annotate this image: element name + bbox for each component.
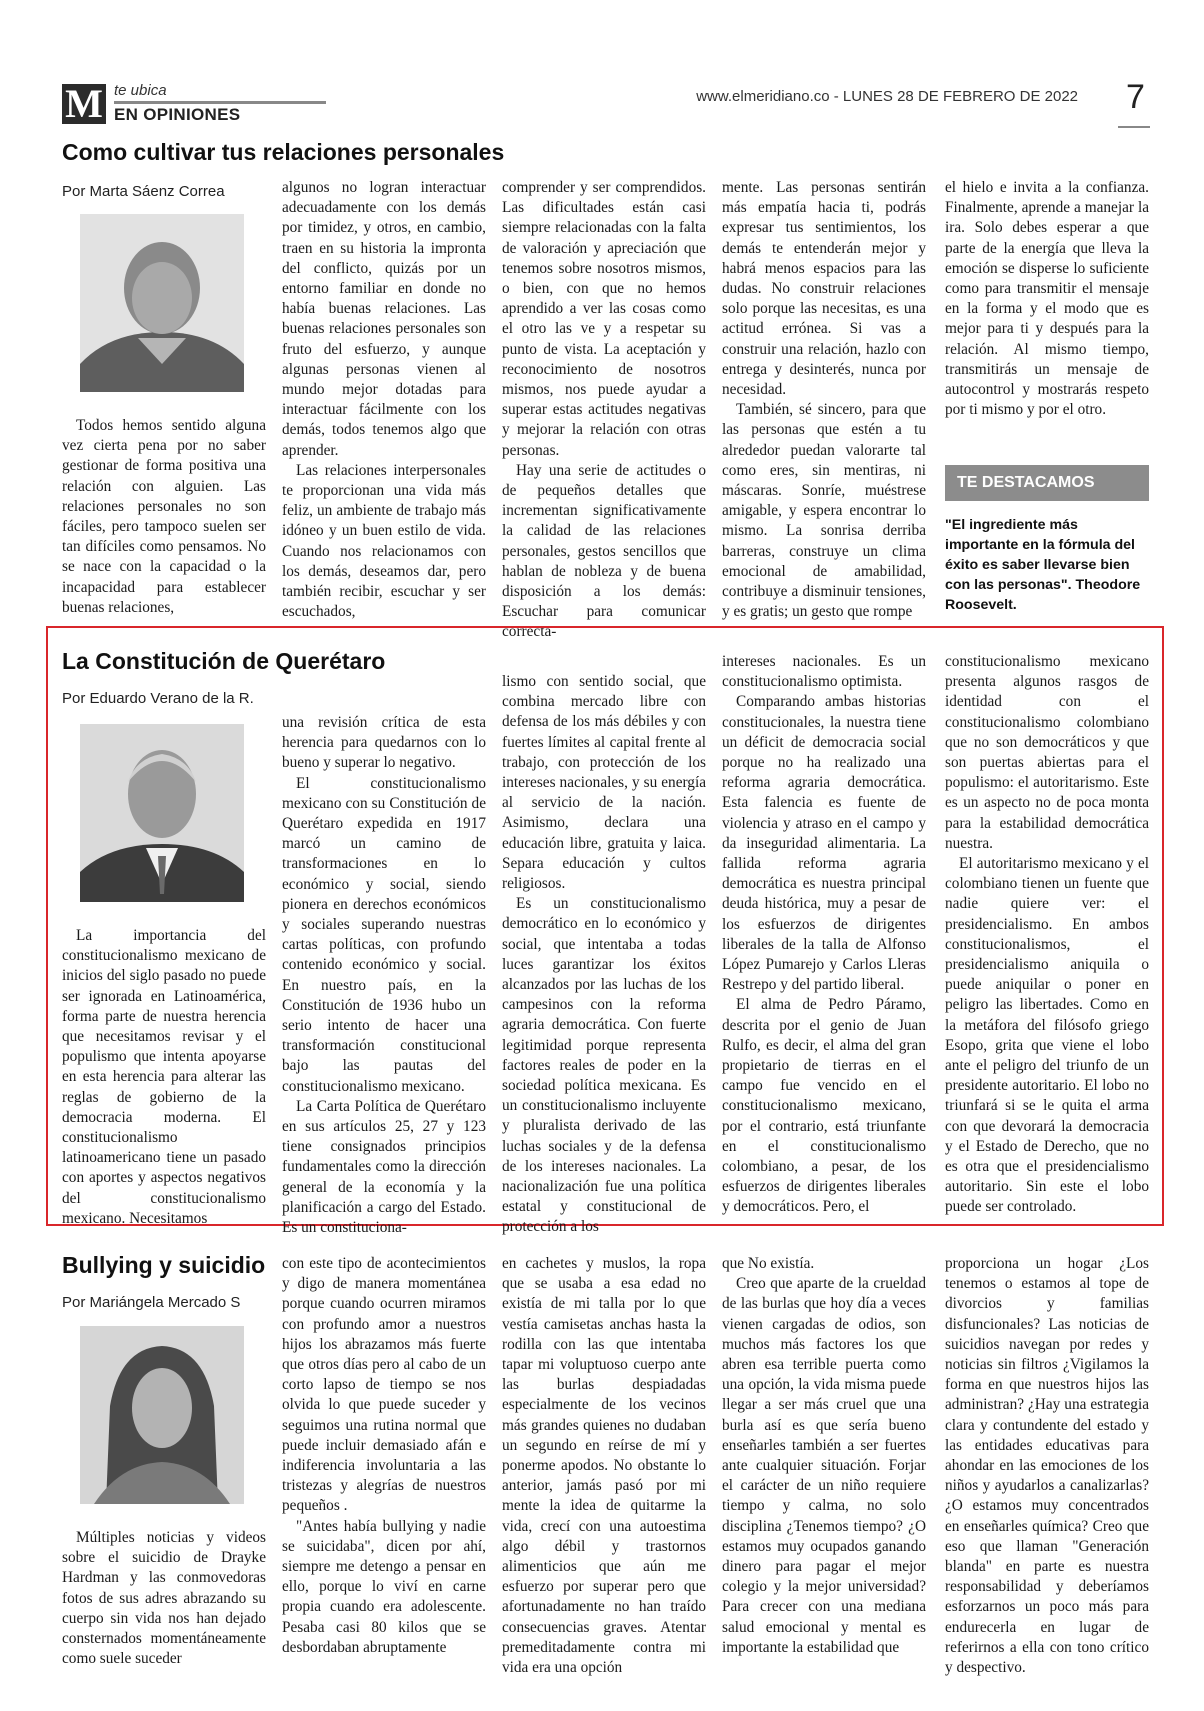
article-column (722, 178, 926, 621)
author-portrait-icon (80, 1326, 244, 1504)
highlight-box-label: TE DESTACAMOS (945, 465, 1149, 501)
paragraph: algunos no logran interactuar adecuadamente con los demás por timidez, y otros, en cambio, traen en su historia la impronta del conflicto, quizás por un entorno familiar en donde no había buenas relaciones. Las buenas relaciones personales son fruto del esfuerzo, y aunque algunas personas vienen al mundo mejor dotadas para interactuar fácilmente con los demás, todos tenemos algo que aprender. (282, 179, 486, 459)
article-column (62, 1528, 266, 1688)
tagline: te ubica (114, 82, 167, 99)
author-photo (80, 214, 244, 392)
article-column (945, 652, 1149, 1216)
paragraph: una revisión crítica de esta herencia para quedarnos con lo bueno y superar lo negativo. (282, 714, 486, 772)
paragraph: Es un constitucionalismo democrático en lo económico y social, que intentaba a todas luces garantizar los éxitos alcanzados por las luchas de los campesinos con la reforma agraria democrática. Con fuerte legitimidad porque representa factores reales de poder en la sociedad política mexicana. Es un constitucionalismo incluyente y pluralista derivado de las luchas sociales y de la defensa de los intereses nacionales. La nacionalización fue una política estatal y constitucional de protección a los (502, 895, 706, 1236)
paragraph: El alma de Pedro Páramo, descrita por el genio de Juan Rulfo, es decir, el alma del gran propietario de tierras en el campo fue vencido en el constitucionalismo mexicano, por el contrario, está triunfante en el constitucionalismo colombiano, a pesar, de los esfuerzos de dirigentes liberales y democráticos. Pero, el (722, 996, 926, 1216)
article-column (282, 178, 486, 621)
paragraph: constitucionalismo mexicano presenta algunos rasgos de identidad con el constitucionalismo colombiano que no son democráticos y que son puertas abiertas para el populismo: el autoritarismo. Este es un aspecto no de poca monta para la estabilidad democrática nuestra. (945, 653, 1149, 852)
article-column (282, 713, 486, 1237)
article-byline: Por Marta Sáenz Correa (62, 183, 225, 200)
paragraph: Múltiples noticias y videos sobre el suicidio de Drayke Hardman y las conmovedoras fotos de sus adres abrazando su cuerpo sin vida nos han dejado consternados momentáneamente como suele suceder (62, 1529, 266, 1668)
paragraph: La importancia del constitucionalismo mexicano de inicios del siglo pasado no puede ser ignorada en Latinoamérica, forma parte de nuestra herencia que necesitamos revisar y el populismo que intenta apoyarse en esta herencia para alterar las reglas de gobierno de la democracia moderna. El constitucionalismo latinoamericano tiene un pasado con aportes y aspectos negativos del constitucionalismo mexicano. Necesitamos (62, 927, 266, 1227)
page-number-rule (1118, 126, 1150, 128)
author-portrait-icon (80, 214, 244, 392)
article-column (502, 672, 706, 1236)
article-byline: Por Eduardo Verano de la R. (62, 690, 254, 707)
paragraph: Todos hemos sentido alguna vez cierta pena por no saber gestionar de forma positiva una relación con alguien. Las relaciones personales no son fáciles, pero tampoco suelen ser tan difíciles como pensamos. No se nace con la capacidad o la incapacidad para establecer buenas relaciones, (62, 417, 266, 616)
paragraph: proporciona un hogar ¿Los tenemos o estamos al tope de divorcios y familias disfuncionales? Las noticias de suicidios navegan por redes y noticias sin filtros ¿Vigilamos la forma en que nuestros hijos las administran? ¿Hay una estrategia clara y contundente del estado y las entidades educativas para ahondar en las emociones de los niños y ayudarlos a canalizarlas? ¿O estamos muy concentrados en enseñarles química? Creo que eso que llaman "Generación blanda" en parte es nuestra responsabilidad y deberíamos esforzarnos un poco más para endurecerla en lugar de referirnos a ella con tono crítico y despectivo. (945, 1255, 1149, 1677)
article-column (62, 926, 266, 1227)
paragraph: También, sé sincero, para que las personas que estén a tu alrededor puedan valorarte tal como eres, sin mentiras, ni máscaras. Sonríe, muéstrese amigable, y espera encontrar lo mismo. La sonrisa derriba barreras, construye un clima emocional de amabilidad, contribuye a disminuir tensiones, y es gratis; un gesto que rompe (722, 401, 926, 621)
paragraph: mente. Las personas sentirán más empatía hacia ti, podrás expresar tus sentimientos, los demás te entenderán mejor y habrá menos espacios para las dudas. No construir relaciones solo porque las necesitas, es una actitud errónea. Si vas a construir una relación, hazlo con entrega y desinterés, nunca por necesidad. (722, 179, 926, 399)
article-column (62, 416, 266, 616)
article-column (282, 1254, 486, 1690)
article-column (502, 1254, 706, 1690)
paragraph: El constitucionalismo mexicano con su Constitución de Querétaro expedida en 1917 marcó un camino de transformaciones en lo económico y social, siendo pionera en derechos económicos y sociales superando nuestras cartas políticas, con profundo contenido económico y social. En nuestro país, en la Constitución de 1936 hubo un serio intento de hacer una transformación constitucional bajo las pautas del constitucionalismo mexicano. (282, 774, 486, 1095)
paragraph: en cachetes y muslos, la ropa que se usaba a esa edad no existía de mi talla por lo que vestía camisetas anchas hasta la rodilla con las que intentaba tapar mi voluptuoso cuerpo ante las burlas despiadadas especialmente de los vecinos más grandes quienes no dudaban un segundo en reírse de mí y ponerme apodos. No obstante lo anterior, jamás pasó por mi mente la idea de quitarme la vida, crecí con una autoestima algo débil y trastornos alimenticios que aún me esfuerzo por superar pero que afortunadamente no han traído consecuencias graves. Atentar premeditadamente contra mi vida era una opción (502, 1255, 706, 1677)
author-photo (80, 724, 244, 902)
article-column (722, 1254, 926, 1690)
article-byline: Por Mariángela Mercado S (62, 1294, 241, 1311)
paragraph: que No existía. (722, 1255, 815, 1272)
article-title: La Constitución de Querétaro (62, 648, 386, 674)
paragraph: Hay una serie de actitudes o de pequeños detalles que incrementan significativamente la calidad de las relaciones personales, gestos sencillos que hablan de nobleza y de buena disposición a los demás: Escuchar para comunicar correcta- (502, 461, 706, 641)
paragraph: Las relaciones interpersonales te proporcionan una vida más feliz, un ambiente de trabajo más idóneo y un buen estilo de vida. Cuando nos relacionamos con los demás, deseamos dar, pero también recibir, escuchar y ser escuchados, (282, 461, 486, 621)
article-title: Como cultivar tus relaciones personales (62, 139, 505, 165)
paragraph: comprender y ser comprendidos. Las dificultades están casi siempre relacionadas con la falta de valoración y apreciación que tenemos sobre nosotros mismos, o bien, con que no hemos aprendido a ver las cosas como el otro las ve y a respetar su punto de vista. La aceptación y reconocimiento de nosotros mismos, nos puede ayudar a superar estas actitudes negativas y mejorar la relación con otras personas. (502, 179, 706, 459)
page-number: 7 (1126, 78, 1145, 116)
paragraph: intereses nacionales. Es un constitucionalismo optimista. (722, 653, 926, 691)
newspaper-logo: M (62, 84, 106, 124)
article-column (945, 178, 1149, 448)
dateline: www.elmeridiano.co - LUNES 28 DE FEBRERO DE 2022 (696, 88, 1078, 105)
tagline-rule (114, 101, 326, 104)
article-title: Bullying y suicidio (62, 1252, 266, 1278)
author-portrait-icon (80, 724, 244, 902)
paragraph: Comparando ambas historias constitucionales, la nuestra tiene un déficit de democracia social porque no ha realizado una reforma agraria democrática. Esta falencia es fuente de violencia y atraso en el campo y da inseguridad alimentaria. La fallida reforma agraria democrática es nuestra principal deuda histórica, muy a pesar de los esfuerzos de dirigentes liberales de la talla de Alfonso López Pumarejo y Carlos Lleras Restrepo y del partido liberal. (722, 693, 926, 994)
paragraph: lismo con sentido social, que combina mercado libre con defensa de los más débiles y con fuertes límites al capital frente al trabajo, con protección de los intereses nacionales, y su energía al servicio de la nación. Asimismo, declara una educación libre, gratuita y laica. Separa educación y cultos religiosos. (502, 673, 706, 893)
pull-quote: "El ingrediente más importante en la fórmula del éxito es saber llevarse bien con las personas". Theodore Roosevelt. (945, 517, 1141, 613)
article-column (722, 652, 926, 1216)
paragraph: el hielo e invita a la confianza. Finalmente, aprende a manejar la ira. Solo debes esperar a que parte de la energía que lleva la emoción se disperse lo suficiente como para transmitir el mensaje en la forma y el modo que es mejor para ti y después para la relación. Al mismo tiempo, transmitirás un mensaje de autocontrol y mostrarás respeto por ti mismo y por el otro. (945, 179, 1149, 419)
paragraph: El autoritarismo mexicano y el colombiano tienen un fuente que nadie quiere ver: el presidencialismo. En ambos constitucionalismos, el presidencialismo aniquila o puede aniquilar o poner en peligro las libertades. Como en la metáfora del filósofo griego Esopo, grita que viene el lobo ante el peligro del triunfo de un presidente autoritario. El lobo no triunfará si se le quita el arma con que devorará la democracia y el Estado de Derecho, que no es otra que el presidencialismo autoritario. Sin este el lobo puede ser controlado. (945, 855, 1149, 1216)
article-column (945, 1254, 1149, 1690)
paragraph: La Carta Política de Querétaro en sus artículos 25, 27 y 123 tiene consignados principios fundamentales como la dirección general de la economía y la planificación a cargo del Estado. Es un constituciona- (282, 1097, 486, 1237)
paragraph: con este tipo de acontecimientos y digo de manera momentánea porque cuando ocurren miramos con profundo amor a nuestros hijos los abrazamos más fuerte que otros días pero al cabo de un corto lapso de tiempo se nos olvida lo que puede suceder y seguimos una rutina normal que puede incluir demasiado afán e indiferencia involuntaria a las tristezas y alegrías de nuestros pequeños . (282, 1255, 486, 1515)
author-photo (80, 1326, 244, 1504)
section-label: EN OPINIONES (114, 105, 241, 124)
paragraph: Creo que aparte de la crueldad de las burlas que hoy día a veces vienen cargadas de odios, son muchos más factores los que abren esa terrible puerta como una opción, la vida misma puede llegar a ser más cruel que una burla así es que sería bueno enseñarles también a ser fuertes ante cualquier situación. Forjar el carácter de un niño requiere tiempo y calma, no solo disciplina ¿Tenemos tiempo? ¿O estamos muy ocupados ganando dinero para pagar el mejor colegio y la mejor universidad? Para crecer con una mediana salud emocional y mental es importante la estabilidad que (722, 1275, 926, 1656)
article-column (502, 178, 706, 641)
paragraph: "Antes había bullying y nadie se suicidaba", dicen por ahí, siempre me detengo a pensar en ello, porque lo viví en carne propia cuando era adolescente. Pesaba casi 80 kilos que se desbordaban abruptamente (282, 1517, 486, 1656)
